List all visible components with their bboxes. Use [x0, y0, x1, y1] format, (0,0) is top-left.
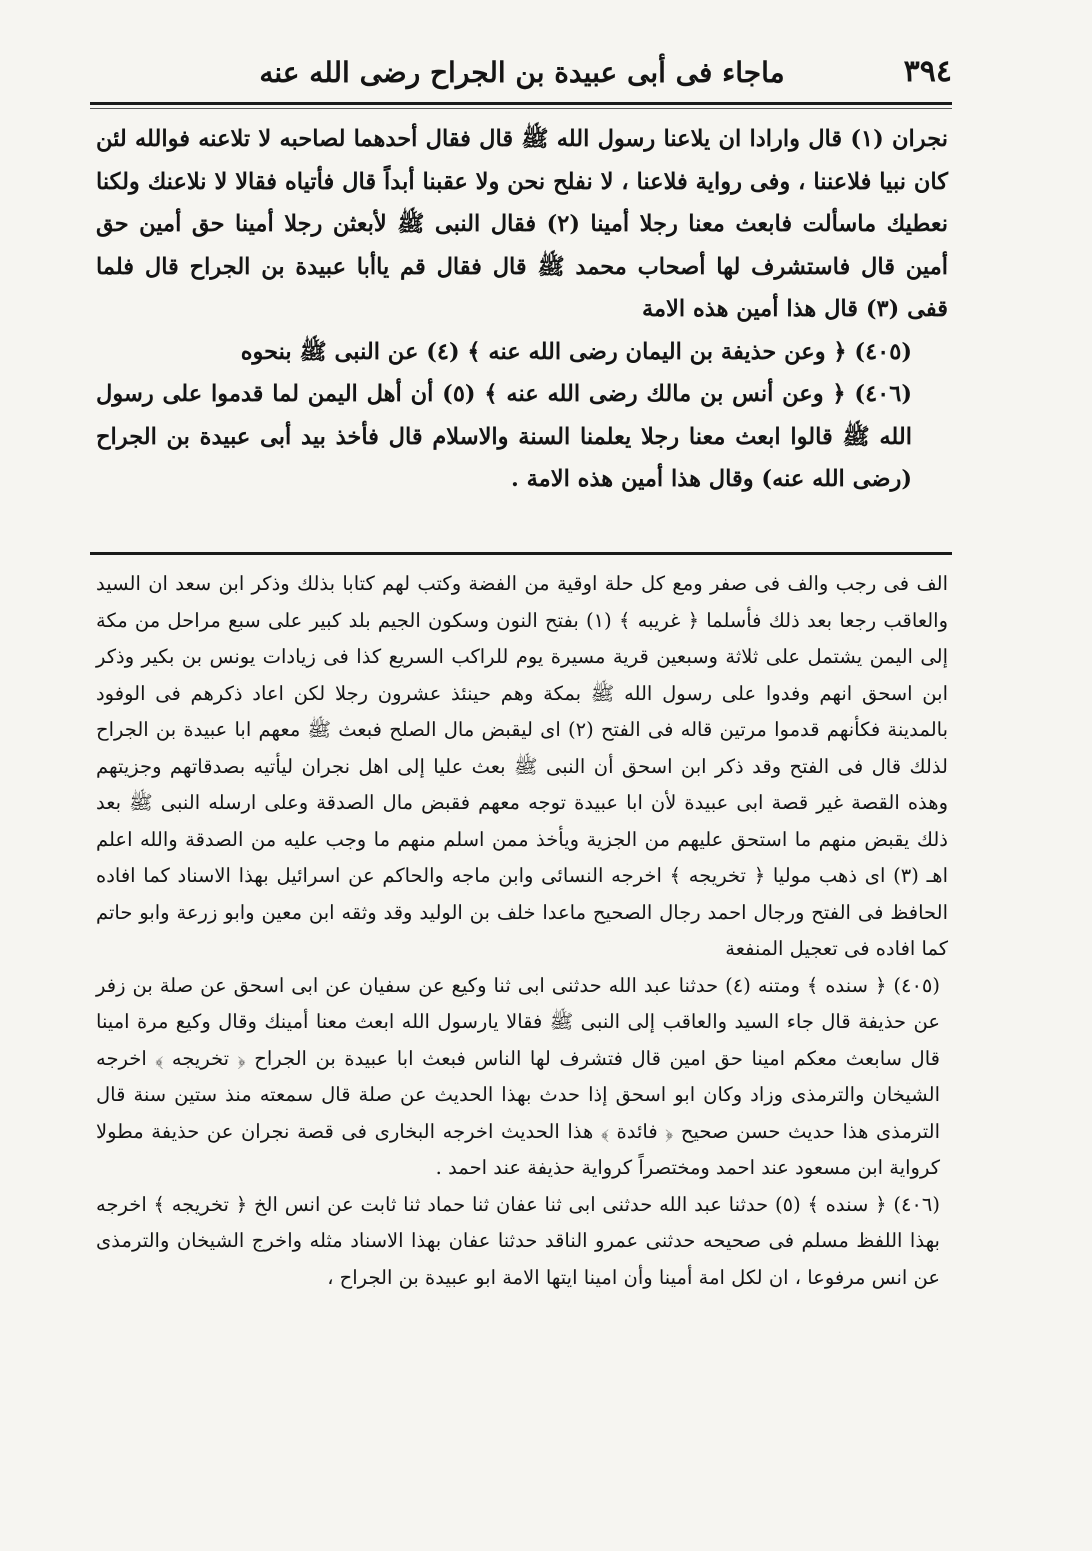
- page-header: [92, 50, 952, 98]
- commentary-paragraph: الف فى رجب والف فى صفر ومع كل حلة اوقية من الفضة وكتب لهم كتابا بذلك وذكر ابن سعد ان السيد والعاقب رجعا بعد ذلك فأسلما ﴿ غريبه ﴾ (١) بفتح النون وسكون الجيم بلد كبير على سبع مراحل من مكة إلى اليمن يشتمل على ثلاثة وسبعين قرية مسيرة يوم للراكب السريع كذا فى زيادات يونس بن بكير وذكر ابن اسحق انهم وفدوا على رسول الله ﷺ بمكة وهم حينئذ عشرون رجلا لكن اعاد ذكرهم فى الوفود بالمدينة فكأنهم قدموا مرتين قاله فى الفتح (٢) اى ليقبض مال الصلح فبعث ﷺ معهم ابا عبيدة بن الجراح لذلك قال فى الفتح وقد ذكر ابن اسحق أن النبى ﷺ بعث عليا إلى اهل نجران ليأتيه بصدقاتهم وجزيتهم وهذه القصة غير قصة ابى عبيدة لأن ابا عبيدة توجه معهم فقبض مال الصدقة وعلى ارسله النبى ﷺ بعد ذلك يقبض منهم ما استحق عليهم من الجزية ويأخذ ممن اسلم منهم ما وجب عليه من الصدقة والله اعلم اهـ (٣) اى ذهب موليا ﴿ تخريجه ﴾ اخرجه النسائى وابن ماجه والحاكم عن اسرائيل بهذا الاسناد كما افاده الحافظ فى الفتح ورجال احمد رجال الصحيح ماعدا خلف بن الوليد وقد وثقه ابن معين وابو زرعة وابو حاتم كما افاده فى تعجيل المنفعة: [96, 572, 949, 960]
- main-paragraph: نجران (١) قال وارادا ان يلاعنا رسول الله ﷺ قال فقال أحدهما لصاحبه لا تلاعنه فوالله لئن كان نبيا فلاعننا ، وفى رواية فلاعنا ، لا نفلح نحن ولا عقبنا أبداً قال فأتياه فقالا لا نلاعنك ولكنا نعطيك ماسألت فابعث معنا رجلا أمينا (٢) فقال النبى ﷺ لأبعثن رجلا أمينا حق أمين حق أمين قال فاستشرف لها أصحاب محمد ﷺ قال فقال قم ياأبا عبيدة بن الجراح قال فلما قفى (٣) قال هذا أمين هذه الامة: [96, 126, 948, 322]
- commentary-entry-406: (٤٠٦) ﴿ سنده ﴾ (٥) حدثنا عبد الله حدثنى ابى ثنا عفان ثنا حماد ثنا ثابت عن انس الخ ﴿ تخريجه ﴾ اخرجه بهذا اللفظ مسلم فى صحيحه حدثنى عمرو الناقد حدثنا عفان بهذا الاسناد مثله واخرج الشيخان والترمذى عن انس مرفوعا ، ان لكل امة أمينا وأن امينا ايتها الامة ابو عبيدة بن الجراح ،: [96, 1192, 940, 1289]
- page-number: ٣٩٤: [903, 54, 952, 89]
- hadith-entry-405: (٤٠٥) ﴿ وعن حذيفة بن اليمان رضى الله عنه ﴾ (٤) عن النبى ﷺ بنحوه: [240, 338, 912, 365]
- header-rule-thin: [90, 108, 952, 109]
- section-divider: [90, 552, 952, 555]
- header-rule: [90, 102, 952, 105]
- running-title: ماجاء فى أبى عبيدة بن الجراح رضى الله عنه: [259, 56, 785, 89]
- main-text: [96, 118, 948, 501]
- hadith-entry-406: (٤٠٦) ﴿ وعن أنس بن مالك رضى الله عنه ﴾ (٥) أن أهل اليمن لما قدموا على رسول الله ﷺ قالوا ابعث معنا رجلا يعلمنا السنة والاسلام قال فأخذ بيد أبى عبيدة بن الجراح (رضى الله عنه) وقال هذا أمين هذه الامة .: [96, 381, 912, 492]
- commentary-entry-405: (٤٠٥) ﴿ سنده ﴾ ومتنه (٤) حدثنا عبد الله حدثنى ابى ثنا وكيع عن سفيان عن ابى اسحق عن صلة بن زفر عن حذيفة قال جاء السيد والعاقب إلى النبى ﷺ فقالا يارسول الله ابعث معنا أمينك وقال وكيع مرة امينا قال سابعث معكم امينا حق امين قال فتشرف لها الناس فبعث ابا عبيدة بن الجراح ﴿ تخريجه ﴾ اخرجه الشيخان والترمذى وزاد وكان ابو اسحق إذا حدث بهذا الحديث عن صلة قال سمعته منذ ستين سنة قال الترمذى هذا حديث حسن صحيح ﴿ فائدة ﴾ هذا الحديث اخرجه البخارى فى قصة نجران عن حذيفة مطولا كرواية ابن مسعود عند احمد ومختصراً كرواية حذيفة عند احمد .: [96, 973, 940, 1179]
- commentary-text: [96, 566, 948, 1296]
